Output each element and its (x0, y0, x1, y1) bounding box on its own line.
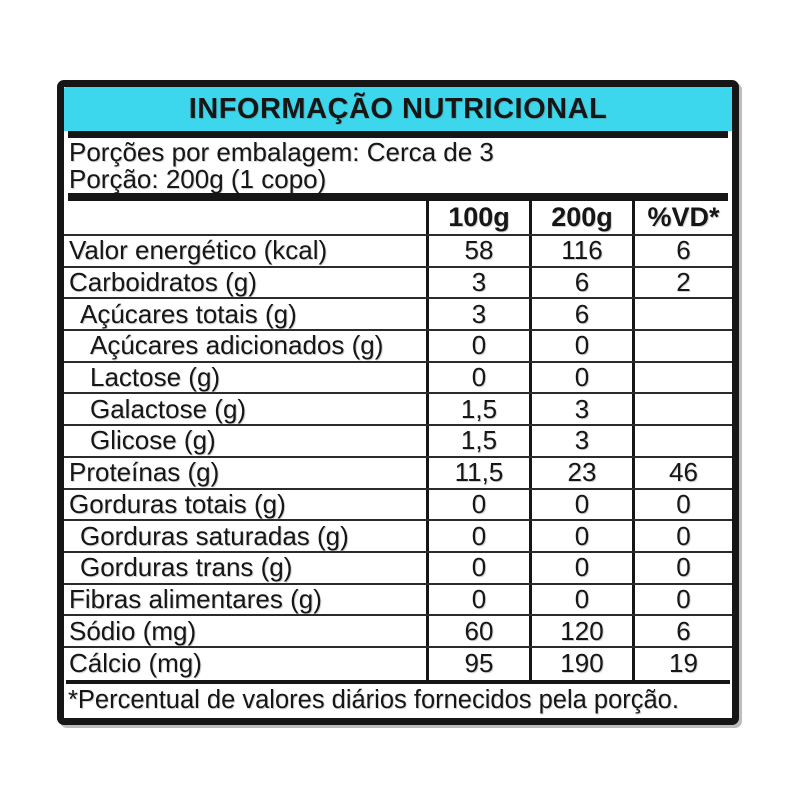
value-percent-vd: 0 (632, 490, 732, 520)
table-row (64, 363, 732, 395)
value-percent-vd (632, 394, 732, 424)
value-per-100g: 1,5 (426, 394, 529, 424)
value-per-100g: 58 (426, 236, 529, 266)
value-per-200g: 6 (529, 268, 632, 298)
value-per-200g: 116 (529, 236, 632, 266)
separator-bar (68, 131, 728, 138)
table-row (64, 299, 732, 331)
value-percent-vd: 0 (632, 553, 732, 583)
table-row (64, 458, 732, 490)
value-percent-vd: 6 (632, 616, 732, 646)
column-header-vd: %VD* (632, 201, 732, 234)
value-per-100g: 3 (426, 299, 529, 329)
value-per-200g: 6 (529, 299, 632, 329)
servings-per-package: Porções por embalagem: Cerca de 3 (69, 138, 494, 167)
row-label: Fibras alimentares (g) (69, 584, 322, 614)
value-percent-vd: 6 (632, 236, 732, 266)
row-label: Carboidratos (g) (69, 267, 257, 298)
value-per-200g: 190 (529, 648, 632, 680)
value-percent-vd (632, 363, 732, 393)
value-per-100g: 0 (426, 521, 529, 551)
value-percent-vd (632, 299, 732, 329)
row-label: Glicose (g) (90, 426, 216, 456)
table-row (64, 616, 732, 648)
table-row (64, 394, 732, 426)
value-per-100g: 11,5 (426, 458, 529, 488)
table-row (64, 490, 732, 522)
value-per-200g: 0 (529, 331, 632, 361)
table-header-row (64, 201, 732, 236)
value-per-100g: 0 (426, 363, 529, 393)
table-row (64, 648, 732, 680)
row-label: Galactose (g) (90, 394, 247, 424)
table-row (64, 426, 732, 458)
nutrition-label (57, 80, 739, 725)
portion-size: Porção: 200g (1 copo) (69, 163, 327, 193)
value-percent-vd (632, 426, 732, 456)
column-header-100g: 100g (426, 201, 529, 234)
value-per-100g: 1,5 (426, 426, 529, 456)
value-per-200g: 0 (529, 490, 632, 520)
footnote: *Percentual de valores diários fornecidos pela porção. (68, 686, 679, 715)
value-per-200g: 0 (529, 363, 632, 393)
value-per-100g: 95 (426, 648, 529, 680)
row-label: Gorduras saturadas (g) (80, 521, 349, 551)
row-label: Cálcio (mg) (69, 648, 202, 679)
footnote-row (64, 684, 732, 718)
row-label: Açúcares totais (g) (80, 299, 297, 329)
value-per-100g: 60 (426, 616, 529, 646)
row-label: Sódio (mg) (69, 616, 197, 646)
portion-section (64, 138, 732, 193)
value-percent-vd: 46 (632, 458, 732, 488)
value-per-200g: 0 (529, 521, 632, 551)
value-per-200g: 23 (529, 458, 632, 488)
value-per-100g: 0 (426, 585, 529, 615)
value-per-100g: 0 (426, 490, 529, 520)
label-title: INFORMAÇÃO NUTRICIONAL (188, 92, 608, 125)
value-per-200g: 120 (529, 616, 632, 646)
column-header-200g: 200g (529, 201, 632, 234)
row-label: Açúcares adicionados (g) (90, 331, 384, 361)
title-band (64, 87, 732, 131)
value-per-200g: 3 (529, 394, 632, 424)
table-row (64, 268, 732, 300)
row-label: Lactose (g) (90, 362, 221, 393)
row-label: Proteínas (g) (69, 457, 220, 488)
value-per-100g: 3 (426, 268, 529, 298)
value-per-200g: 3 (529, 426, 632, 456)
value-percent-vd: 0 (632, 521, 732, 551)
value-percent-vd (632, 331, 732, 361)
table-row (64, 521, 732, 553)
value-per-200g: 0 (529, 585, 632, 615)
value-per-100g: 0 (426, 553, 529, 583)
nutrition-table (64, 201, 732, 680)
value-percent-vd: 0 (632, 585, 732, 615)
table-row (64, 553, 732, 585)
value-percent-vd: 19 (632, 648, 732, 680)
value-per-100g: 0 (426, 331, 529, 361)
value-per-200g: 0 (529, 553, 632, 583)
column-header-empty (64, 201, 426, 234)
table-row (64, 331, 732, 363)
value-percent-vd: 2 (632, 268, 732, 298)
separator-bar (68, 193, 728, 201)
table-row (64, 236, 732, 268)
table-row (64, 585, 732, 617)
row-label: Valor energético (kcal) (69, 236, 328, 266)
row-label: Gorduras totais (g) (69, 489, 286, 519)
row-label: Gorduras trans (g) (80, 552, 293, 583)
